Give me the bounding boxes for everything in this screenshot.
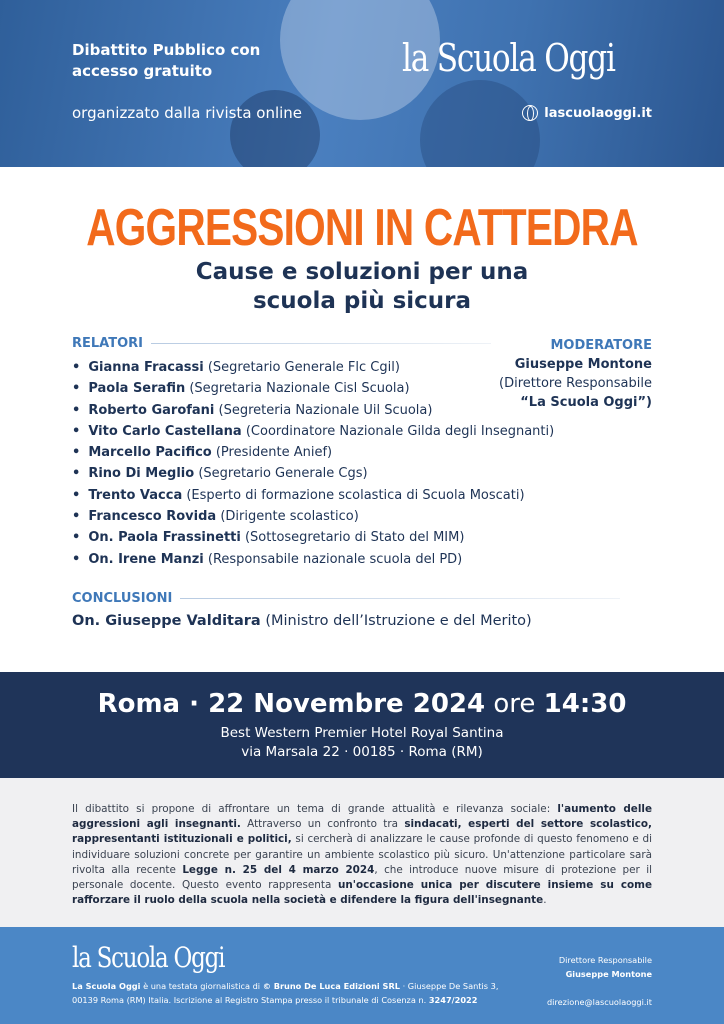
speaker-role: (Esperto di formazione scolastica di Scuola Moscati) (186, 487, 525, 503)
highlight-text: sindacati, esperti del settore scolastico, rappresentanti istituzionali e politici, (72, 818, 652, 846)
footer-contact (547, 953, 652, 1009)
speaker-role: (Segretaria Nazionale Cisl Scuola) (189, 381, 410, 397)
speaker-name: Roberto Garofani (88, 402, 215, 418)
moderator (499, 336, 652, 412)
moderator-role: (Direttore Responsabile (499, 376, 652, 391)
speaker-name: Trento Vacca (88, 487, 183, 503)
event-datetime (0, 689, 724, 719)
speaker-item (72, 357, 554, 378)
body-text: , che introduce nuove misure di protezione per il personale docente. Questo evento rappresenta (72, 863, 652, 892)
speaker-role: (Coordinatore Nazionale Gilda degli Insegnanti) (245, 423, 555, 439)
body-text: Attraverso un confronto tra (240, 818, 405, 831)
speaker-item (72, 378, 554, 399)
speaker-role: (Responsabile nazionale scuola del PD) (207, 551, 463, 567)
speaker-role: (Presidente Anief) (215, 445, 333, 461)
website-link[interactable] (522, 105, 652, 121)
event-date: Roma · 22 Novembre 2024 (97, 689, 486, 719)
brand: La Scuola Oggi (72, 981, 141, 991)
body-text: . (543, 894, 547, 907)
event-address: via Marsala 22 · 00185 · Roma (RM) (241, 744, 483, 760)
moderator-heading: MODERATORE (550, 338, 652, 353)
speaker-name: Rino Di Meglio (88, 466, 195, 482)
event-info-band (0, 672, 724, 778)
speaker-name: Paola Serafin (88, 381, 186, 397)
organized-by: organizzato dalla rivista online (72, 104, 303, 122)
publisher: © Bruno De Luca Edizioni SRL (262, 981, 400, 991)
speaker-name: On. Giuseppe Valditara (72, 613, 261, 629)
ore-label: ore (493, 689, 536, 719)
speaker-name: Marcello Pacifico (88, 445, 212, 461)
speaker-item (72, 421, 554, 442)
legal-text: · Giuseppe De Santis 3, 00139 Roma (RM) Italia. Iscrizione al Registro Stampa presso il tribunale di Cosenza n. (72, 981, 499, 1005)
body-text: si cercherà di analizzare le cause profonde di questo fenomeno e di individuare soluzioni concrete per garantire un ambiente scolastico più sicuro. Un'attenzione particolare sarà rivolta alla recente (72, 833, 653, 876)
speaker-role: (Segreteria Nazionale Uil Scuola) (218, 402, 433, 418)
moderator-role: “La Scuola Oggi”) (520, 395, 652, 410)
speaker-role: (Segretario Generale Cgs) (198, 466, 368, 482)
hero-banner (0, 0, 724, 167)
highlight-text: un'occasione unica per discutere insieme su come rafforzare il ruolo della scuola nella società e difendere la figura dell'insegnante (72, 879, 652, 907)
speaker-item (72, 463, 554, 484)
director-label: Direttore Responsabile (558, 955, 652, 965)
speaker-role: (Ministro dell’Istruzione e del Merito) (265, 613, 532, 629)
speaker-item (72, 485, 554, 506)
footer (0, 927, 724, 1024)
speakers-heading (72, 336, 491, 351)
speaker-name: Francesco Rovida (88, 509, 217, 525)
divider (180, 598, 620, 599)
event-time: 14:30 (543, 689, 627, 719)
highlight-text: l'aumento delle aggressioni agli insegnanti. (72, 803, 653, 831)
photo-decoration (420, 80, 540, 167)
body-text: Il dibattito si propone di affrontare un tema di grande attualità e rilevanza sociale: (72, 803, 558, 815)
email-link[interactable]: direzione@lascuolaoggi.it (546, 997, 652, 1007)
speaker-item (72, 527, 554, 548)
logo: la Scuola Oggi (402, 36, 615, 80)
website-text: lascuolaoggi.it (544, 105, 652, 121)
divider (151, 343, 491, 344)
speaker-name: On. Irene Manzi (88, 551, 204, 567)
page-title: AGGRESSIONI IN CATTEDRA (86, 199, 638, 257)
speaker-name: Vito Carlo Castellana (88, 423, 242, 439)
director-name: Giuseppe Montone (565, 969, 652, 979)
speaker-role: (Segretario Generale Flc Cgil) (207, 360, 400, 375)
registration-number: 3247/2022 (428, 995, 478, 1005)
subtitle-line: Cause e soluzioni per una (195, 259, 529, 285)
speaker-item (72, 549, 554, 570)
subtitle-line: scuola più sicura (252, 288, 472, 314)
speaker-name: Gianna Fracassi (88, 360, 204, 375)
moderator-name: Giuseppe Montone (514, 357, 652, 372)
speaker-item (72, 506, 554, 527)
conclusions-speaker (72, 613, 532, 629)
heading-text: CONCLUSIONI (72, 591, 173, 606)
event-tagline: Dibattito Pubblico con accesso gratuito (72, 41, 261, 80)
photo-decoration (230, 90, 320, 167)
footer-legal (72, 979, 512, 1007)
speakers-list (72, 357, 554, 570)
footer-logo: la Scuola Oggi (72, 941, 225, 974)
legal-text: è una testata giornalistica di (140, 981, 263, 991)
speaker-item (72, 442, 554, 463)
description-section (0, 778, 724, 927)
globe-icon (522, 105, 538, 121)
description-text (72, 802, 652, 908)
speaker-name: On. Paola Frassinetti (88, 530, 241, 546)
speaker-role: (Dirigente scolastico) (220, 509, 359, 525)
heading-text: RELATORI (72, 336, 143, 351)
conclusions-heading (72, 591, 620, 606)
speaker-item (72, 400, 554, 421)
speaker-role: (Sottosegretario di Stato del MIM) (244, 530, 465, 546)
subtitle (0, 258, 724, 316)
highlight-text: Legge n. 25 del 4 marzo 2024 (182, 863, 375, 876)
event-venue: Best Western Premier Hotel Royal Santina (220, 725, 504, 741)
